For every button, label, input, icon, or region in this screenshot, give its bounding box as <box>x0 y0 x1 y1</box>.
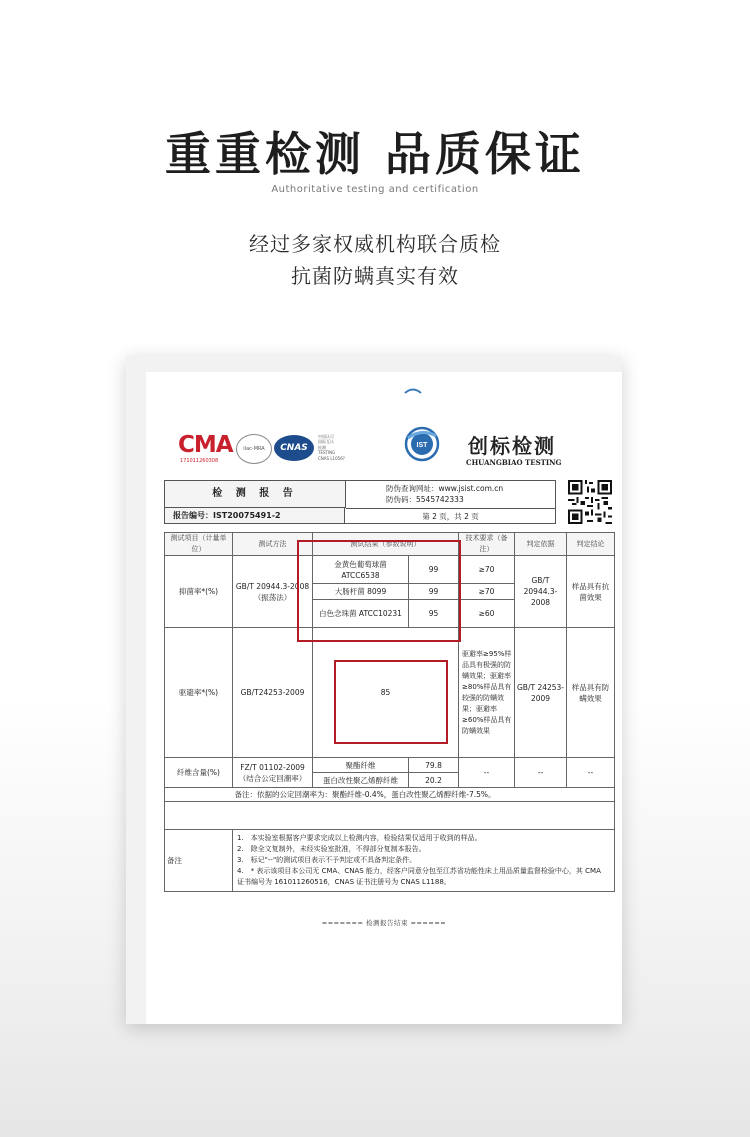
fiber-value: 20.2 <box>409 773 459 788</box>
antibacterial-method: GB/T 20944.3-2008（振荡法） <box>233 556 313 628</box>
remark-item: 4. * 表示该项目本公司无 CMA、CNAS 能力，经客户同意分包至江苏省功能性床上用品质量监督检验中心，其 CMA 证书编号为 161011260516，CNAS 证书注册号为 CNAS L1188。 <box>237 867 601 886</box>
header-method: 测试方法 <box>233 533 313 556</box>
remarks-row <box>165 830 615 892</box>
remarks-label: 备注 <box>165 830 233 892</box>
remark-item: 3. 标记"--"的测试项目表示不予判定或不具备判定条件。 <box>237 856 417 864</box>
mite-highlight-box <box>334 660 448 744</box>
cma-number: 171011260308 <box>180 458 219 464</box>
report-number: 报告编号：IST20075491-2 <box>165 508 345 523</box>
report-title: 检 测 报 告 <box>165 481 346 508</box>
ist-logo-icon <box>404 426 440 462</box>
fiber-basis: -- <box>515 758 567 788</box>
remarks-list <box>233 830 615 892</box>
strain-requirement: ≥70 <box>459 584 515 600</box>
mite-basis: GB/T 24253-2009 <box>515 628 567 758</box>
remark-item: 1. 本实验室根据客户要求完成以上检测内容，检验结果仅适用于收到的样品。 <box>237 834 482 842</box>
report-header-box <box>164 480 556 524</box>
verify-code: 防伪码：5545742333 <box>386 495 464 504</box>
antibacterial-basis: GB/T 20944.3-2008 <box>515 556 567 628</box>
verify-info <box>346 483 555 505</box>
intro-line-1: 经过多家权威机构联合质检 <box>249 232 501 256</box>
mite-method: GB/T24253-2009 <box>233 628 313 758</box>
strain-value: 95 <box>409 600 459 628</box>
svg-text:IST: IST <box>416 442 428 449</box>
antibacterial-item: 抑菌率*(%) <box>165 556 233 628</box>
cma-logo: CMA <box>178 432 233 458</box>
strain-name: 白色念珠菌 ATCC10231 <box>313 600 409 628</box>
fiber-requirement: -- <box>459 758 515 788</box>
fiber-item: 纤维含量(%) <box>165 758 233 788</box>
header-requirement: 技术要求（备注） <box>459 533 515 556</box>
accreditation-logos <box>178 432 358 468</box>
table-row <box>165 758 615 773</box>
page-info: 第 2 页，共 2 页 <box>346 508 555 524</box>
mite-requirement: 驱避率≥95%样品具有极强的防螨效果；驱避率≥80%样品具有较强的防螨效果；驱避率≥60%样品具有防螨效果 <box>459 628 515 758</box>
brand-name-en: CHUANGBIAO TESTING <box>466 458 562 467</box>
fiber-conclusion: -- <box>567 758 615 788</box>
strain-name: 大肠杆菌 8099 <box>313 584 409 600</box>
strain-requirement: ≥70 <box>459 556 515 584</box>
mite-value: 85 <box>313 628 459 758</box>
cnas-logo: CNAS <box>274 435 314 461</box>
fiber-name: 聚酯纤维 <box>313 758 409 773</box>
brand-name-cn: 创标检测 <box>468 434 556 458</box>
remark-item: 2. 除全文复制外，未经实验室批准，不得部分复制本报告。 <box>237 845 426 853</box>
fiber-name: 蛋白改性聚乙烯醇纤维 <box>313 773 409 788</box>
mite-conclusion: 样品具有防螨效果 <box>567 628 615 758</box>
cnas-caption: 中国认可 国际互认 检测 TESTING CNAS L1056? <box>318 434 345 461</box>
table-row <box>165 788 615 802</box>
test-report-sheet <box>146 372 622 1024</box>
fiber-method: FZ/T 01102-2009（结合公定回潮率） <box>233 758 313 788</box>
antibacterial-conclusion: 样品具有抗菌效果 <box>567 556 615 628</box>
mite-item: 驱避率*(%) <box>165 628 233 758</box>
strain-name: 金黄色葡萄球菌 ATCC6538 <box>313 556 409 584</box>
verify-site: 防伪查询网址：www.jsist.com.cn <box>386 484 504 493</box>
strain-value: 99 <box>409 556 459 584</box>
strain-value: 99 <box>409 584 459 600</box>
ilac-mra-logo: ilac-MRA <box>236 434 272 464</box>
top-wave-mark-icon <box>404 388 422 394</box>
intro-line-2: 抗菌防螨真实有效 <box>291 264 459 288</box>
report-end-line: ======= 检测报告结束 ====== <box>321 919 447 927</box>
fiber-note: 备注：依据的公定回潮率为：聚酯纤维-0.4%，蛋白改性聚乙烯醇纤维-7.5%。 <box>233 788 615 802</box>
qr-code-icon <box>568 480 612 524</box>
table-row <box>165 802 615 830</box>
page-subtitle-en: Authoritative testing and certification <box>271 184 479 195</box>
header-basis: 判定依据 <box>515 533 567 556</box>
page-title: 重重检测 品质保证 <box>164 127 585 181</box>
strain-requirement: ≥60 <box>459 600 515 628</box>
fiber-value: 79.8 <box>409 758 459 773</box>
header-item: 测试项目（计量单位） <box>165 533 233 556</box>
header-conclusion: 判定结论 <box>567 533 615 556</box>
header-result: 测试结果（参数说明） <box>313 533 459 556</box>
antibacterial-highlight-box <box>297 540 461 642</box>
